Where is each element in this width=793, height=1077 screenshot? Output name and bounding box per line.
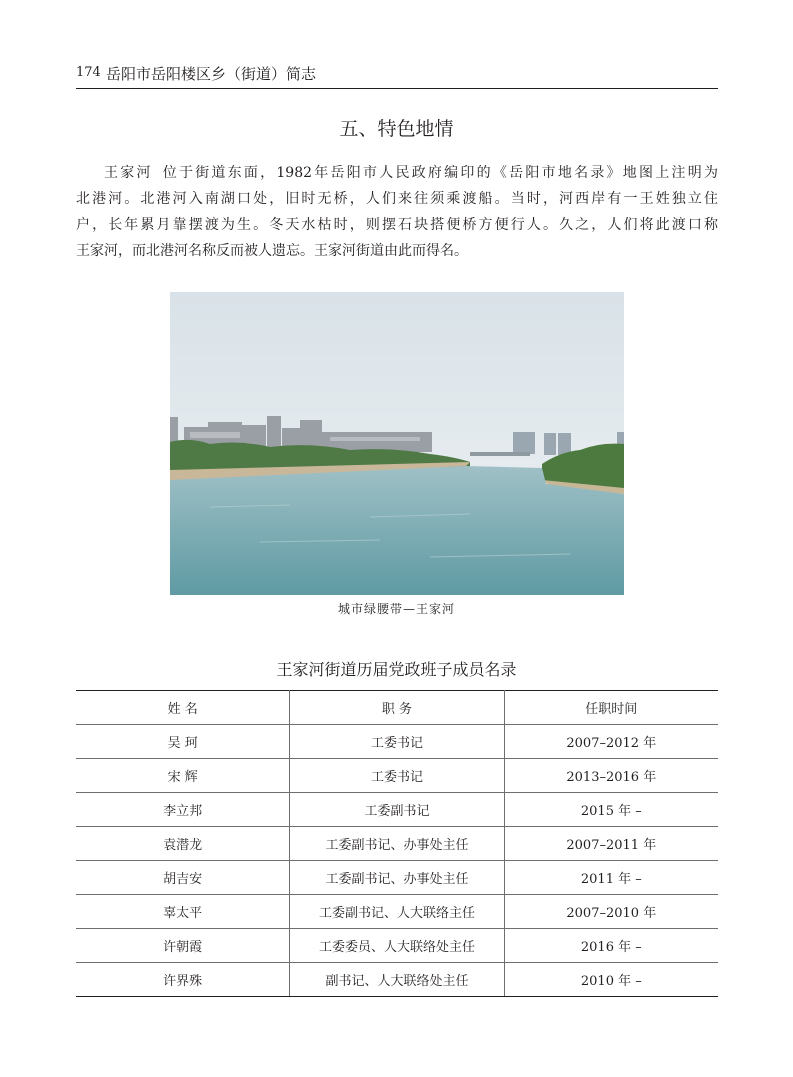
column-header: 姓 名 xyxy=(76,691,290,725)
cell-name: 吴 珂 xyxy=(76,725,290,759)
cell-name: 许朝霞 xyxy=(76,929,290,963)
cell-position: 工委委员、人大联络处主任 xyxy=(290,929,504,963)
table-row xyxy=(76,861,718,895)
page-header xyxy=(76,62,718,89)
table-title: 王家河街道历届党政班子成员名录 xyxy=(276,660,517,679)
cell-name: 辜太平 xyxy=(76,895,290,929)
book-title: 岳阳市岳阳楼区乡（街道）简志 xyxy=(106,65,317,83)
cell-position: 工委副书记、办事处主任 xyxy=(290,861,504,895)
cell-position: 工委副书记、人大联络主任 xyxy=(290,895,504,929)
table-row xyxy=(76,963,718,997)
table-row xyxy=(76,759,718,793)
cell-tenure: 2007–2012 年 xyxy=(504,725,718,759)
cell-tenure: 2011 年 – xyxy=(504,861,718,895)
table-row xyxy=(76,895,718,929)
cell-tenure: 2007–2010 年 xyxy=(504,895,718,929)
column-header: 职 务 xyxy=(290,691,504,725)
table-header-row xyxy=(76,691,718,725)
cell-tenure: 2016 年 – xyxy=(504,929,718,963)
paragraph-line: 户，长年累月靠摆渡为生。冬天水枯时，则摆石块搭便桥方便行人。久之，人们将此渡口称 xyxy=(76,217,718,233)
page-number: 174 xyxy=(76,65,101,80)
table-row xyxy=(76,725,718,759)
cell-tenure: 2010 年 – xyxy=(504,963,718,997)
column-header: 任职时间 xyxy=(504,691,718,725)
table-row xyxy=(76,793,718,827)
cell-name: 胡吉安 xyxy=(76,861,290,895)
cell-position: 副书记、人大联络处主任 xyxy=(290,963,504,997)
term-heading: 王家河 xyxy=(104,165,153,181)
cell-tenure: 2013–2016 年 xyxy=(504,759,718,793)
cell-name: 宋 辉 xyxy=(76,759,290,793)
cell-position: 工委副书记 xyxy=(290,793,504,827)
roster-table xyxy=(76,690,718,997)
cell-position: 工委书记 xyxy=(290,759,504,793)
cell-name: 袁潜龙 xyxy=(76,827,290,861)
cell-position: 工委副书记、办事处主任 xyxy=(290,827,504,861)
cell-tenure: 2015 年 – xyxy=(504,793,718,827)
section-title: 五、特色地情 xyxy=(339,118,454,140)
cell-tenure: 2007–2011 年 xyxy=(504,827,718,861)
river-photo xyxy=(170,292,624,595)
cell-position: 工委书记 xyxy=(290,725,504,759)
photo-caption: 城市绿腰带—王家河 xyxy=(337,602,455,616)
paragraph-line: 王家河，而北港河名称反而被人遗忘。王家河街道由此而得名。 xyxy=(76,243,468,259)
body-paragraph xyxy=(76,160,718,264)
table-row xyxy=(76,929,718,963)
paragraph-line: 王家河 位于街道东面，1982年岳阳市人民政府编印的《岳阳市地名录》地图上注明为 xyxy=(104,165,718,181)
cell-name: 李立邦 xyxy=(76,793,290,827)
cell-name: 许界殊 xyxy=(76,963,290,997)
paragraph-line: 北港河。北港河入南湖口处，旧时无桥，人们来往须乘渡船。当时，河西岸有一王姓独立住 xyxy=(76,191,718,207)
table-row xyxy=(76,827,718,861)
